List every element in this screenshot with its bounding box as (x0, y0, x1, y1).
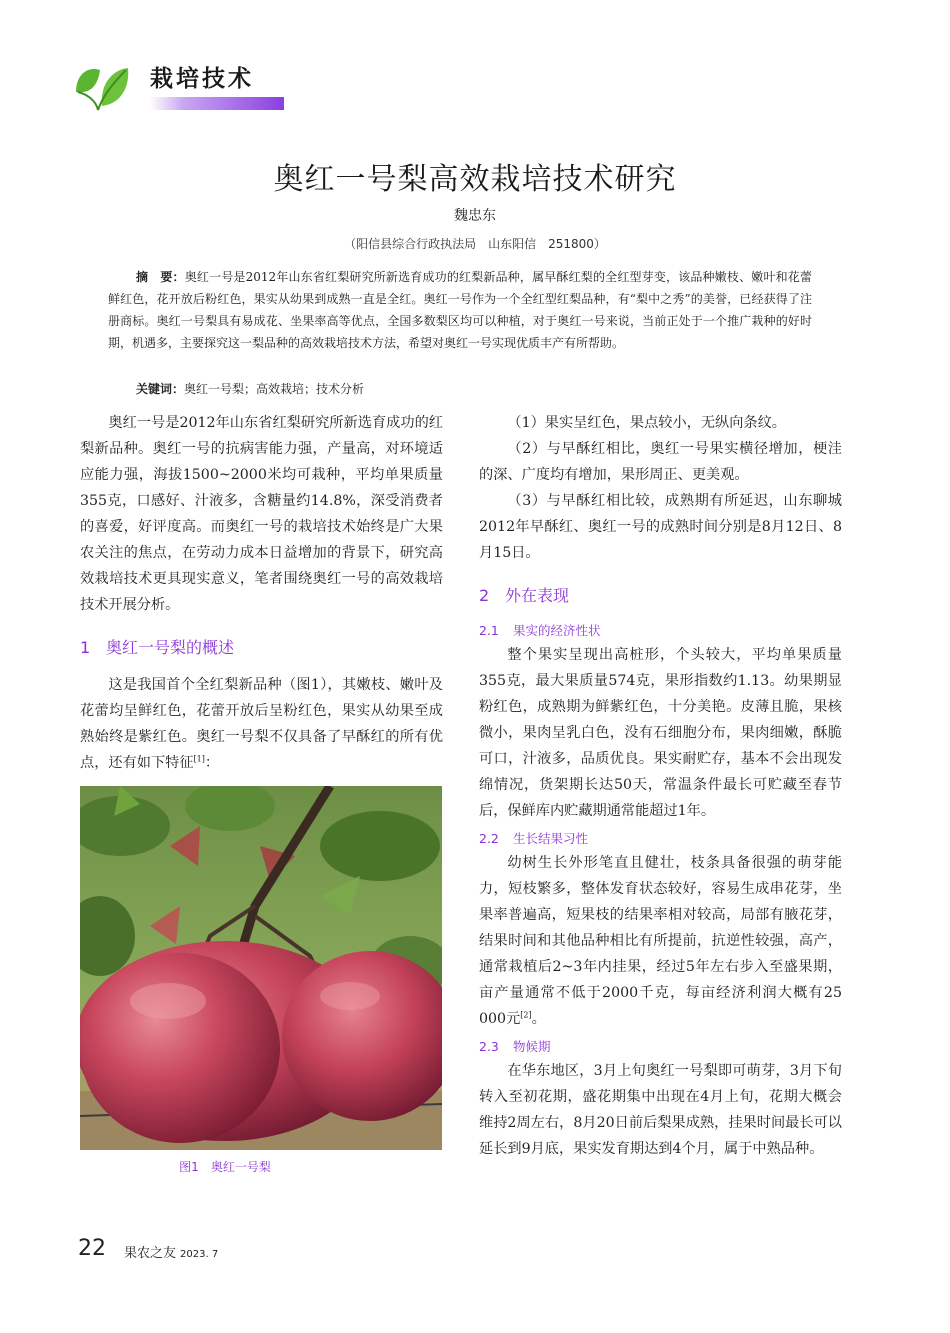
section-bar (150, 97, 284, 110)
subsection-title: 生长结果习性 (513, 831, 589, 846)
paragraph-text: 这是我国首个全红梨新品种（图1），其嫩枝、嫩叶及花蕾均呈鲜红色，花蕾开放后呈粉红色，果实从幼果至成熟始终是紫红色。奥红一号梨不仅具备了早酥红的所有优点，还有如下特征 (80, 677, 443, 771)
abstract (108, 266, 812, 354)
journal-name (124, 1242, 218, 1261)
subsection-number: 2.1 (479, 623, 499, 638)
journal-issue: 2023. 7 (180, 1249, 219, 1260)
feature-item: （1）果实呈红色，果点较小，无纵向条纹。 (507, 415, 786, 431)
leaf-icon (72, 64, 130, 114)
citation: [1] (193, 754, 205, 764)
paragraph-tail: 。 (531, 1011, 546, 1027)
subsection-heading-2-1 (479, 620, 842, 642)
section-number: 1 (80, 638, 91, 657)
abstract-text: 奥红一号是2012年山东省红梨研究所新选育成功的红梨新品种，属早酥红梨的全红型芽变，该品种嫩枝、嫩叶和花蕾鲜红色，花开放后粉红色，果实从幼果到成熟一直是全红。奥红一号作为一个全红型红梨品种，有“梨中之秀”的美誉，已经获得了注册商标。奥红一号梨具有易成花、坐果率高等优点，全国多数梨区均可以种植，对于奥红一号来说，当前正处于一个推广栽种的好时期，机遇多，主要探究这一梨品种的高效栽培技术方法，希望对奥红一号实现优质丰产有所帮助。 (108, 270, 812, 350)
article-title: 奥红一号梨高效栽培技术研究 (273, 162, 677, 197)
section-heading-1 (80, 636, 443, 660)
subsection-heading-2-3 (479, 1036, 842, 1058)
page-number: 22 (78, 1236, 106, 1261)
left-column (80, 410, 443, 776)
section1-paragraph (80, 672, 443, 776)
journal-title: 果农之友 (124, 1246, 177, 1261)
section-heading-2 (479, 584, 842, 608)
intro-paragraph: 奥红一号是2012年山东省红梨研究所新选育成功的红梨新品种。奥红一号的抗病害能力强，产量高，对环境适应能力强，海拔1500~2000米均可栽种，平均单果质量355克，口感好、汁液多，含糖量约14.8%，深受消费者的喜爱，好评度高。而奥红一号的栽培技术始终是广大果农关注的焦点，在劳动力成本日益增加的背景下，研究高效栽培技术更具现实意义，笔者围绕奥红一号的高效栽培技术开展分析。 (80, 415, 443, 613)
citation: [2] (520, 1010, 532, 1020)
feature-item: （2）与早酥红相比，奥红一号果实横径增加，梗洼的深、广度均有增加，果形周正、更美观。 (479, 441, 842, 483)
subsection-title: 物候期 (513, 1039, 551, 1054)
subsection-2-3-paragraph: 在华东地区，3月上旬奥红一号梨即可萌芽，3月下旬转入至初花期，盛花期集中出现在4月上旬，花期大概会维持2周左右，8月20日前后梨果成熟，挂果时间最长可以延长到9月底，果实发育期达到4个月，属于中熟品种。 (479, 1063, 842, 1157)
subsection-heading-2-2 (479, 828, 842, 850)
section-tag: 栽培技术 (150, 66, 254, 92)
keywords-text: 奥红一号梨；高效栽培；技术分析 (184, 382, 365, 396)
affiliation: （阳信县综合行政执法局 山东阳信 251800） (344, 237, 606, 251)
subsection-2-2-paragraph (479, 850, 842, 1032)
figure-pear-photo (80, 786, 442, 1150)
paragraph-text: 幼树生长外形笔直且健壮，枝条具备很强的萌芽能力，短枝繁多，整体发育状态较好，容易生成串花芽，坐果率普遍高，短果枝的结果率相对较高，局部有腋花芽，结果时间和其他品种相比有所提前，抗逆性较强，高产，通常栽植后2~3年内挂果，经过5年左右步入至盛果期，亩产量通常不低于2000千克，每亩经济利润大概有25 000元 (479, 855, 842, 1027)
author: 魏忠东 (454, 208, 496, 224)
figure-number: 图1 (179, 1160, 199, 1174)
section-number: 2 (479, 586, 490, 605)
keywords-label: 关键词： (136, 382, 185, 396)
figure-caption (80, 1158, 370, 1175)
subsection-number: 2.3 (479, 1039, 499, 1054)
right-column (479, 410, 842, 1162)
figure-caption-text: 奥红一号梨 (210, 1160, 271, 1174)
subsection-number: 2.2 (479, 831, 499, 846)
subsection-title: 果实的经济性状 (513, 623, 601, 638)
feature-item: （3）与早酥红相比较，成熟期有所延迟，山东聊城2012年早酥红、奥红一号的成熟时间分别是8月12日、8月15日。 (479, 493, 842, 561)
section-title: 外在表现 (505, 586, 570, 605)
subsection-2-1-paragraph: 整个果实呈现出高桩形，个头较大，平均单果质量355克，最大果质量574克，果形指数约1.13。幼果期显粉红色，成熟期为鲜紫红色，十分美艳。皮薄且脆，果核微小，果肉呈乳白色，没有石细胞分布，果肉细嫩，酥脆可口，汁液多，品质优良。果实耐贮存，基本不会出现发绵情况，货架期长达50天，常温条件最长可贮藏至春节后，保鲜库内贮藏期通常能超过1年。 (479, 647, 842, 819)
paragraph-tail: ： (204, 755, 220, 771)
keywords (136, 380, 364, 397)
section-title: 奥红一号梨的概述 (106, 638, 235, 657)
abstract-label: 摘 要： (136, 270, 185, 284)
